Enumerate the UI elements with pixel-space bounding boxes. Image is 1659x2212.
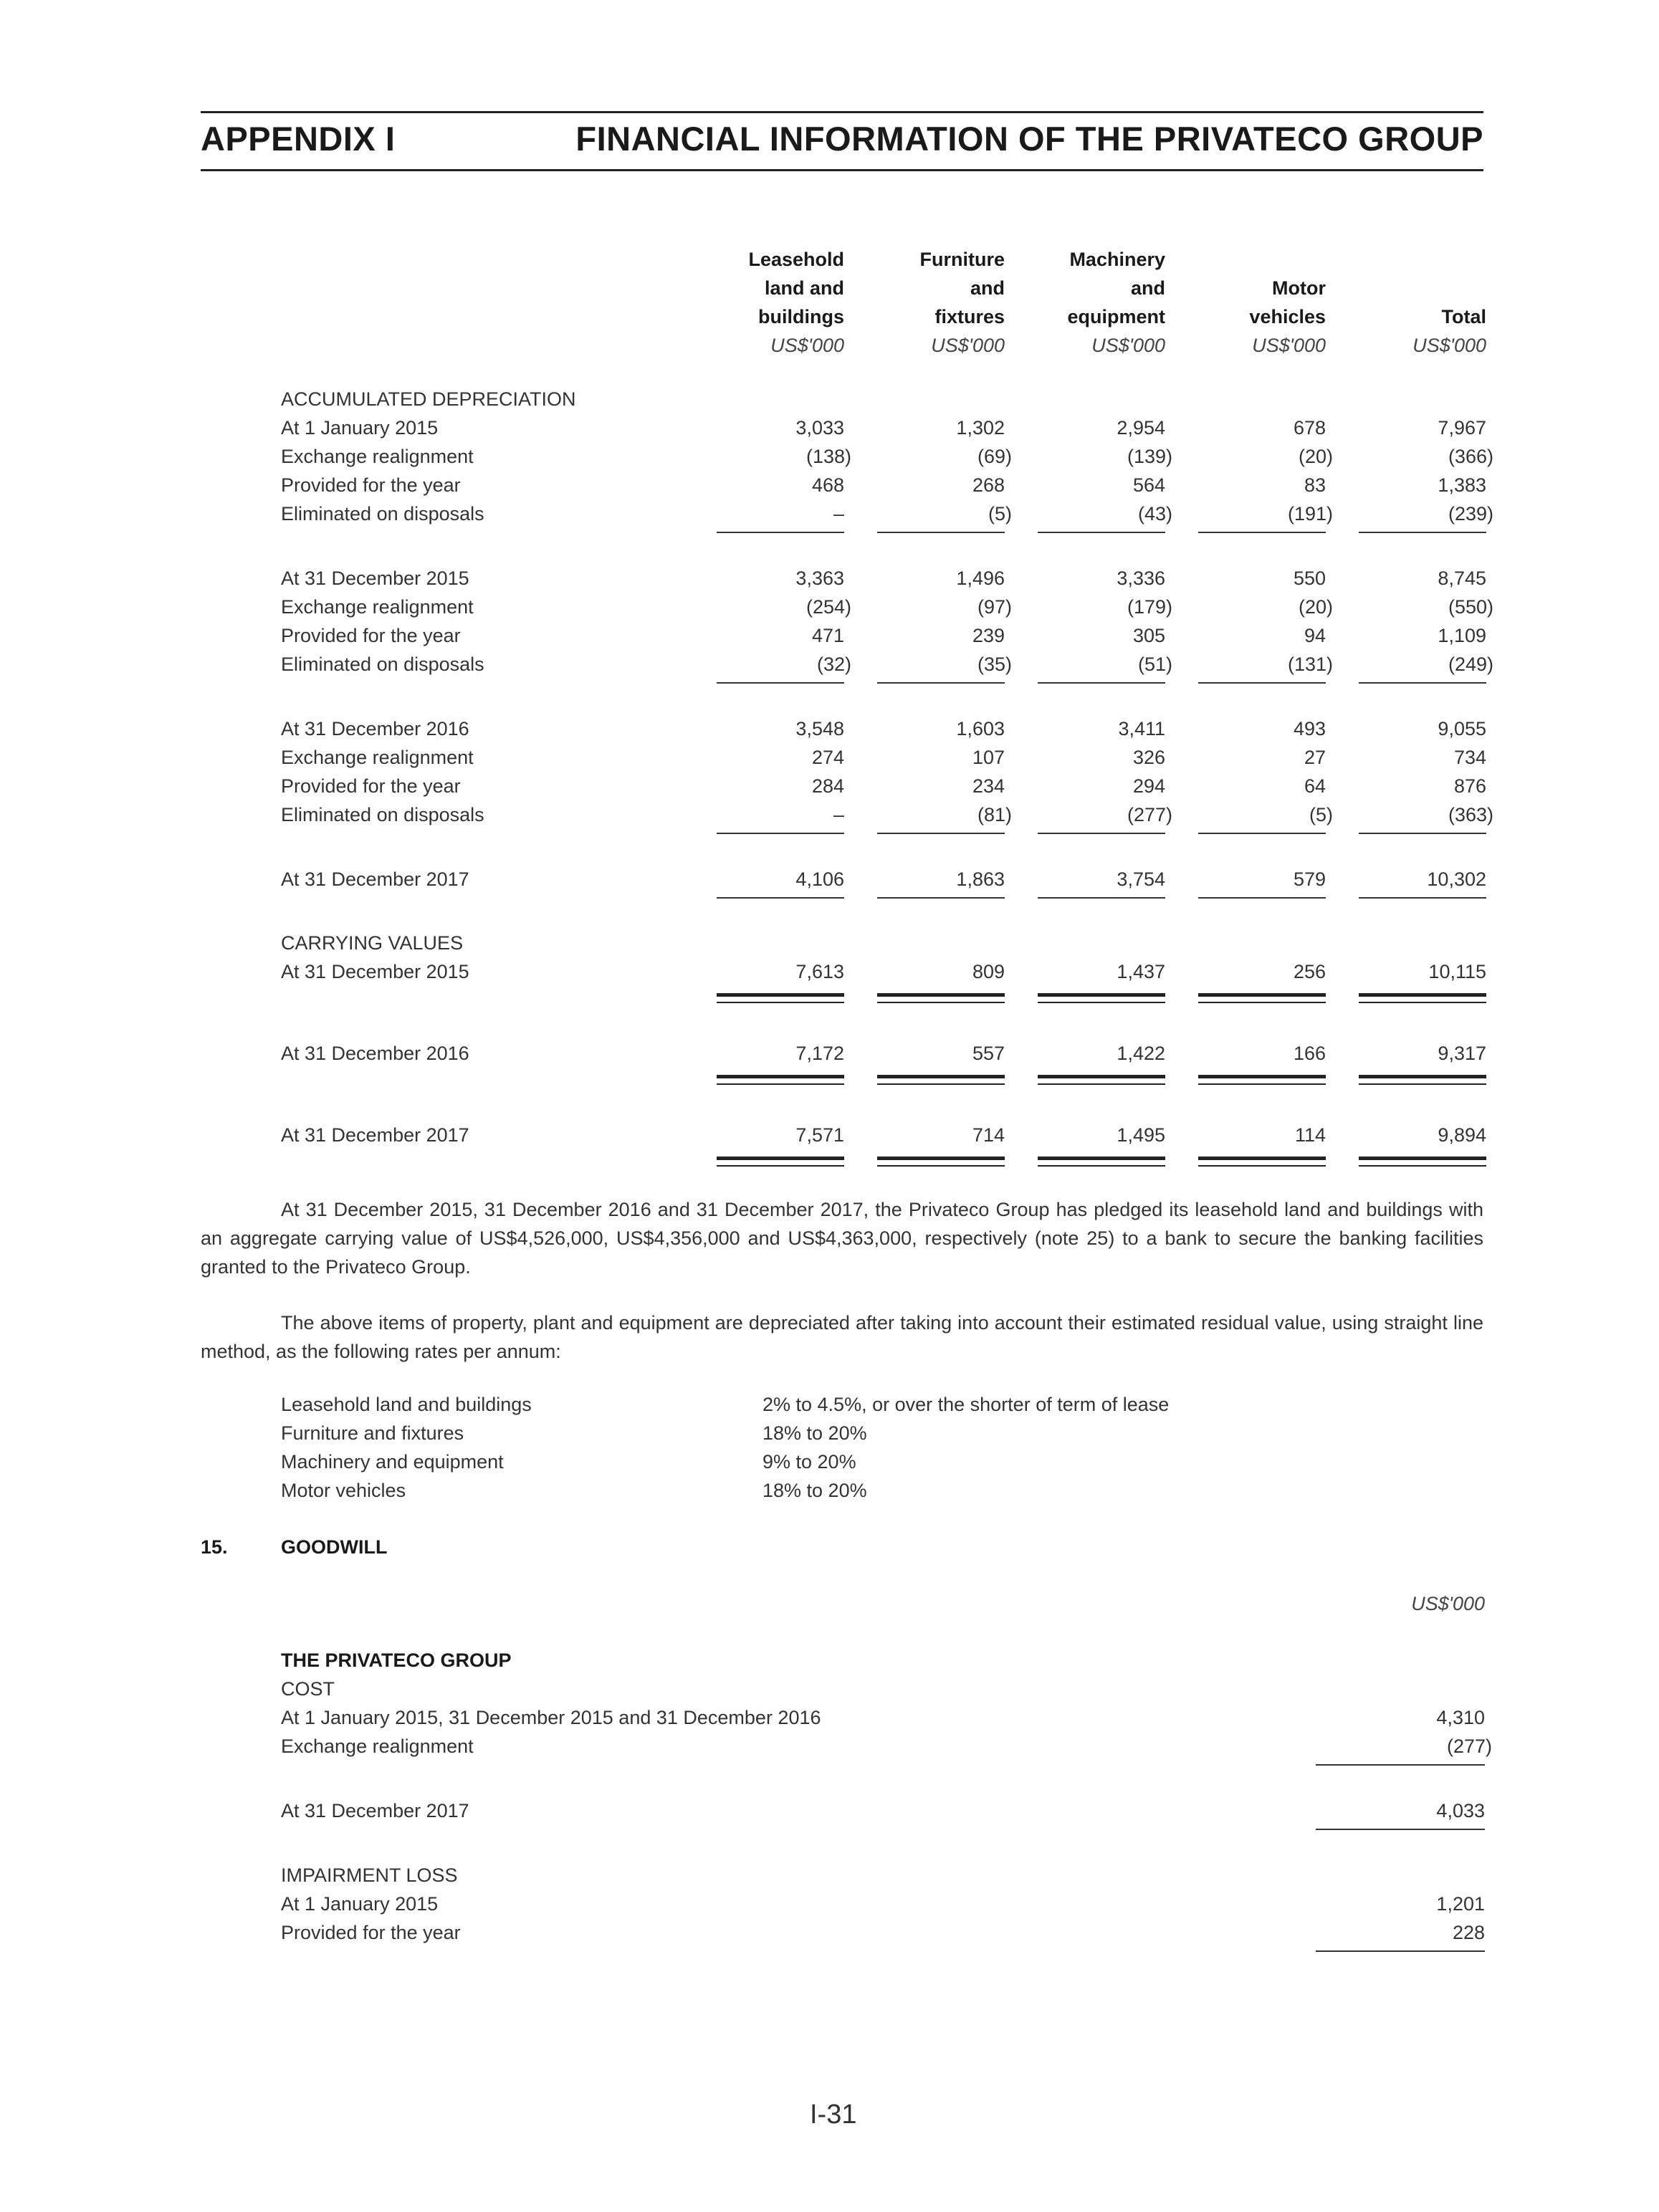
ppe-cell: 4,106 bbox=[795, 868, 844, 890]
goodwill-row-label: At 1 January 2015, 31 December 2015 and 31 December 2016 bbox=[281, 1707, 821, 1728]
ppe-cell: 579 bbox=[1293, 868, 1326, 890]
carrying-values-heading: CARRYING VALUES bbox=[281, 932, 464, 954]
depreciation-paragraph: The above items of property, plant and equipment are depreciated after taking into account their estimated residual value, using straight line method, as the following rates per annum: bbox=[201, 1312, 1483, 1362]
carrying-cell: 714 bbox=[972, 1124, 1005, 1146]
double-underline bbox=[1038, 1083, 1165, 1085]
ppe-cell: (366) bbox=[1448, 446, 1493, 467]
ppe-cell: (69) bbox=[977, 446, 1012, 467]
rate-item-value: 18% to 20% bbox=[762, 1480, 867, 1501]
ppe-cell: 10,302 bbox=[1427, 868, 1486, 890]
double-underline bbox=[1038, 1157, 1165, 1164]
double-underline bbox=[717, 1157, 844, 1164]
ppe-cell: 3,754 bbox=[1117, 868, 1165, 890]
ppe-underline bbox=[1198, 532, 1326, 533]
ppe-cell: 1,383 bbox=[1438, 474, 1486, 496]
rate-item-value: 18% to 20% bbox=[762, 1422, 867, 1444]
double-underline bbox=[1198, 1165, 1326, 1167]
ppe-cell: 326 bbox=[1132, 747, 1165, 768]
ppe-underline bbox=[877, 682, 1005, 684]
carrying-row-label: At 31 December 2016 bbox=[281, 1043, 469, 1064]
double-underline bbox=[717, 1075, 844, 1082]
ppe-cell: (5) bbox=[1309, 804, 1333, 825]
carrying-cell: 1,437 bbox=[1117, 961, 1165, 982]
double-underline bbox=[877, 1075, 1005, 1082]
ppe-cell: (20) bbox=[1298, 446, 1333, 467]
column-header-motor: Motor vehicles US$'000 bbox=[1249, 277, 1326, 356]
ppe-underline bbox=[1198, 682, 1326, 684]
ppe-cell: (51) bbox=[1137, 653, 1172, 675]
ppe-cell: 734 bbox=[1453, 747, 1486, 768]
ppe-underline bbox=[1359, 833, 1486, 834]
ppe-cell: 1,863 bbox=[956, 868, 1005, 890]
page-number: I-31 bbox=[810, 2100, 857, 2130]
ppe-cell: 3,336 bbox=[1117, 568, 1165, 589]
double-underline bbox=[877, 1165, 1005, 1167]
ppe-underline bbox=[1198, 833, 1326, 834]
ppe-row-label: Provided for the year bbox=[281, 474, 461, 496]
ppe-cell: 3,033 bbox=[795, 417, 844, 439]
ppe-cell: 550 bbox=[1293, 568, 1326, 589]
carrying-row-label: At 31 December 2015 bbox=[281, 961, 469, 982]
ppe-cell: (20) bbox=[1298, 596, 1333, 618]
ppe-cell: 107 bbox=[972, 747, 1005, 768]
ppe-cell: 83 bbox=[1304, 474, 1326, 496]
rate-item-value: 2% to 4.5%, or over the shorter of term of lease bbox=[762, 1394, 1170, 1415]
carrying-cell: 7,172 bbox=[795, 1043, 844, 1064]
double-underline bbox=[717, 1165, 844, 1167]
ppe-cell: 1,603 bbox=[956, 718, 1005, 739]
ppe-underline bbox=[1359, 682, 1486, 684]
ppe-cell: 3,548 bbox=[795, 718, 844, 739]
ppe-cell: – bbox=[833, 503, 844, 525]
ppe-row-label: Provided for the year bbox=[281, 625, 461, 646]
impairment-row-label: Provided for the year bbox=[281, 1922, 461, 1943]
ppe-cell: (550) bbox=[1448, 596, 1493, 618]
ppe-underline bbox=[717, 897, 844, 899]
ppe-cell: 468 bbox=[811, 474, 844, 496]
ppe-cell: (32) bbox=[816, 653, 851, 675]
ppe-underline bbox=[1038, 682, 1165, 684]
ppe-cell: 1,302 bbox=[956, 417, 1005, 439]
accumulated-depreciation-heading: ACCUMULATED DEPRECIATION bbox=[281, 388, 576, 410]
ppe-row-label: Eliminated on disposals bbox=[281, 653, 484, 675]
ppe-underline bbox=[1359, 532, 1486, 533]
impairment-row-value: 1,201 bbox=[1436, 1893, 1485, 1915]
ppe-underline bbox=[877, 532, 1005, 533]
ppe-cell: (249) bbox=[1448, 653, 1493, 675]
ppe-cell: (97) bbox=[977, 596, 1012, 618]
double-underline bbox=[877, 1002, 1005, 1003]
goodwill-group-heading: THE PRIVATECO GROUP bbox=[281, 1650, 512, 1671]
ppe-row-label: Exchange realignment bbox=[281, 747, 474, 768]
ppe-cell: 274 bbox=[811, 747, 844, 768]
ppe-underline bbox=[717, 682, 844, 684]
ppe-row-label: At 31 December 2017 bbox=[281, 868, 469, 890]
ppe-underline bbox=[1198, 897, 1326, 899]
goodwill-cost-heading: COST bbox=[281, 1678, 335, 1700]
carrying-cell: 166 bbox=[1293, 1043, 1326, 1064]
ppe-cell: 284 bbox=[811, 775, 844, 797]
ppe-cell: 678 bbox=[1293, 417, 1326, 439]
ppe-cell: 9,055 bbox=[1438, 718, 1486, 739]
ppe-cell: 3,411 bbox=[1118, 718, 1165, 739]
carrying-cell: 256 bbox=[1293, 961, 1326, 982]
ppe-cell: – bbox=[833, 804, 844, 825]
goodwill-row-value: 4,310 bbox=[1436, 1707, 1485, 1728]
ppe-underline bbox=[1359, 897, 1486, 899]
ppe-row-label: Exchange realignment bbox=[281, 446, 474, 467]
ppe-cell: 64 bbox=[1304, 775, 1326, 797]
double-underline bbox=[877, 993, 1005, 1000]
double-underline bbox=[1198, 1157, 1326, 1164]
section-number: 15. bbox=[201, 1536, 228, 1558]
appendix-label: APPENDIX I bbox=[201, 120, 396, 158]
rate-item-label: Leasehold land and buildings bbox=[281, 1394, 532, 1415]
ppe-cell: (81) bbox=[977, 804, 1012, 825]
ppe-underline bbox=[717, 833, 844, 834]
double-underline bbox=[1198, 1083, 1326, 1085]
ppe-cell: 94 bbox=[1304, 625, 1326, 646]
double-underline bbox=[717, 993, 844, 1000]
ppe-cell: 3,363 bbox=[795, 568, 844, 589]
impairment-heading: IMPAIRMENT LOSS bbox=[281, 1864, 458, 1886]
double-underline bbox=[1359, 1002, 1486, 1003]
ppe-underline bbox=[1038, 532, 1165, 533]
ppe-cell: (363) bbox=[1448, 804, 1493, 825]
ppe-row-label: At 31 December 2015 bbox=[281, 568, 469, 589]
ppe-underline bbox=[1038, 833, 1165, 834]
goodwill-total-label: At 31 December 2017 bbox=[281, 1800, 469, 1821]
ppe-cell: 239 bbox=[972, 625, 1005, 646]
ppe-row-label: Eliminated on disposals bbox=[281, 804, 484, 825]
double-underline bbox=[1359, 993, 1486, 1000]
ppe-underline bbox=[717, 532, 844, 533]
double-underline bbox=[1359, 1075, 1486, 1082]
goodwill-underline bbox=[1316, 1764, 1485, 1766]
ppe-cell: 1,496 bbox=[956, 568, 1005, 589]
ppe-cell: 564 bbox=[1132, 474, 1165, 496]
goodwill-unit: US$'000 bbox=[1411, 1593, 1485, 1614]
ppe-cell: (138) bbox=[805, 446, 851, 467]
impairment-row-value: 228 bbox=[1452, 1922, 1485, 1943]
ppe-cell: 1,109 bbox=[1438, 625, 1486, 646]
ppe-cell: (254) bbox=[805, 596, 851, 618]
impairment-row-label: At 1 January 2015 bbox=[281, 1893, 439, 1915]
section-title: GOODWILL bbox=[281, 1536, 388, 1558]
goodwill-row-label: Exchange realignment bbox=[281, 1735, 474, 1757]
ppe-cell: 493 bbox=[1293, 718, 1326, 739]
carrying-cell: 1,422 bbox=[1117, 1043, 1165, 1064]
ppe-cell: 305 bbox=[1132, 625, 1165, 646]
carrying-cell: 114 bbox=[1294, 1124, 1326, 1146]
carrying-cell: 9,317 bbox=[1438, 1043, 1486, 1064]
double-underline bbox=[1038, 1165, 1165, 1167]
ppe-cell: (131) bbox=[1287, 653, 1333, 675]
pledge-paragraph: At 31 December 2015, 31 December 2016 and 31 December 2017, the Privateco Group has pledged its leasehold land and buildings with an aggregate carrying value of US$4,526,000, US$4,356,000 and US$4,363,000, respectively (note 25) to a bank to secure the banking facilities granted to the Privateco Group. bbox=[201, 1199, 1483, 1278]
ppe-row-label: Eliminated on disposals bbox=[281, 503, 484, 525]
carrying-row-label: At 31 December 2017 bbox=[281, 1124, 469, 1146]
ppe-cell: 471 bbox=[811, 625, 844, 646]
double-underline bbox=[1038, 993, 1165, 1000]
rate-item-label: Furniture and fixtures bbox=[281, 1422, 464, 1444]
carrying-cell: 10,115 bbox=[1428, 961, 1486, 982]
ppe-cell: 7,967 bbox=[1438, 417, 1486, 439]
ppe-cell: (43) bbox=[1137, 503, 1172, 525]
carrying-cell: 7,571 bbox=[795, 1124, 844, 1146]
ppe-underline bbox=[1038, 897, 1165, 899]
double-underline bbox=[1359, 1165, 1486, 1167]
page-title: FINANCIAL INFORMATION OF THE PRIVATECO GROUP bbox=[575, 120, 1483, 158]
ppe-cell: (277) bbox=[1127, 804, 1172, 825]
rate-item-label: Motor vehicles bbox=[281, 1480, 406, 1501]
ppe-cell: (191) bbox=[1287, 503, 1333, 525]
ppe-cell: 8,745 bbox=[1438, 568, 1486, 589]
carrying-cell: 7,613 bbox=[795, 961, 844, 982]
ppe-row-label: At 31 December 2016 bbox=[281, 718, 469, 739]
header-bottom-rule bbox=[201, 169, 1483, 171]
ppe-cell: (179) bbox=[1127, 596, 1172, 618]
goodwill-underline bbox=[1316, 1950, 1485, 1952]
ppe-cell: (5) bbox=[988, 503, 1012, 525]
carrying-cell: 1,495 bbox=[1117, 1124, 1165, 1146]
ppe-row-label: At 1 January 2015 bbox=[281, 417, 439, 439]
column-header-furniture: Furniture and fixtures US$'000 bbox=[919, 249, 1005, 356]
carrying-cell: 557 bbox=[972, 1043, 1005, 1064]
double-underline bbox=[1038, 1002, 1165, 1003]
double-underline bbox=[1198, 1002, 1326, 1003]
column-header-total: Total US$'000 bbox=[1412, 306, 1486, 356]
double-underline bbox=[877, 1083, 1005, 1085]
ppe-cell: 234 bbox=[972, 775, 1005, 797]
rate-item-label: Machinery and equipment bbox=[281, 1451, 504, 1473]
goodwill-underline bbox=[1316, 1829, 1485, 1830]
carrying-cell: 809 bbox=[972, 961, 1005, 982]
ppe-cell: 2,954 bbox=[1117, 417, 1165, 439]
column-header-machinery: Machinery and equipment US$'000 bbox=[1067, 249, 1165, 356]
header-top-rule bbox=[201, 111, 1483, 113]
ppe-cell: (139) bbox=[1127, 446, 1172, 467]
double-underline bbox=[717, 1083, 844, 1085]
ppe-cell: 294 bbox=[1132, 775, 1165, 797]
ppe-underline bbox=[877, 833, 1005, 834]
double-underline bbox=[1198, 1075, 1326, 1082]
double-underline bbox=[1038, 1075, 1165, 1082]
ppe-cell: 876 bbox=[1453, 775, 1486, 797]
ppe-cell: 268 bbox=[972, 474, 1005, 496]
carrying-cell: 9,894 bbox=[1438, 1124, 1486, 1146]
double-underline bbox=[1359, 1083, 1486, 1085]
goodwill-row-value: (277) bbox=[1446, 1735, 1492, 1757]
ppe-underline bbox=[877, 897, 1005, 899]
double-underline bbox=[877, 1157, 1005, 1164]
double-underline bbox=[1198, 993, 1326, 1000]
rate-item-value: 9% to 20% bbox=[762, 1451, 856, 1473]
ppe-cell: 27 bbox=[1304, 747, 1326, 768]
ppe-row-label: Provided for the year bbox=[281, 775, 461, 797]
ppe-cell: (239) bbox=[1448, 503, 1493, 525]
ppe-row-label: Exchange realignment bbox=[281, 596, 474, 618]
column-header-leasehold: Leasehold land and buildings US$'000 bbox=[748, 249, 844, 356]
double-underline bbox=[717, 1002, 844, 1003]
goodwill-total-value: 4,033 bbox=[1436, 1800, 1485, 1821]
ppe-cell: (35) bbox=[977, 653, 1012, 675]
double-underline bbox=[1359, 1157, 1486, 1164]
